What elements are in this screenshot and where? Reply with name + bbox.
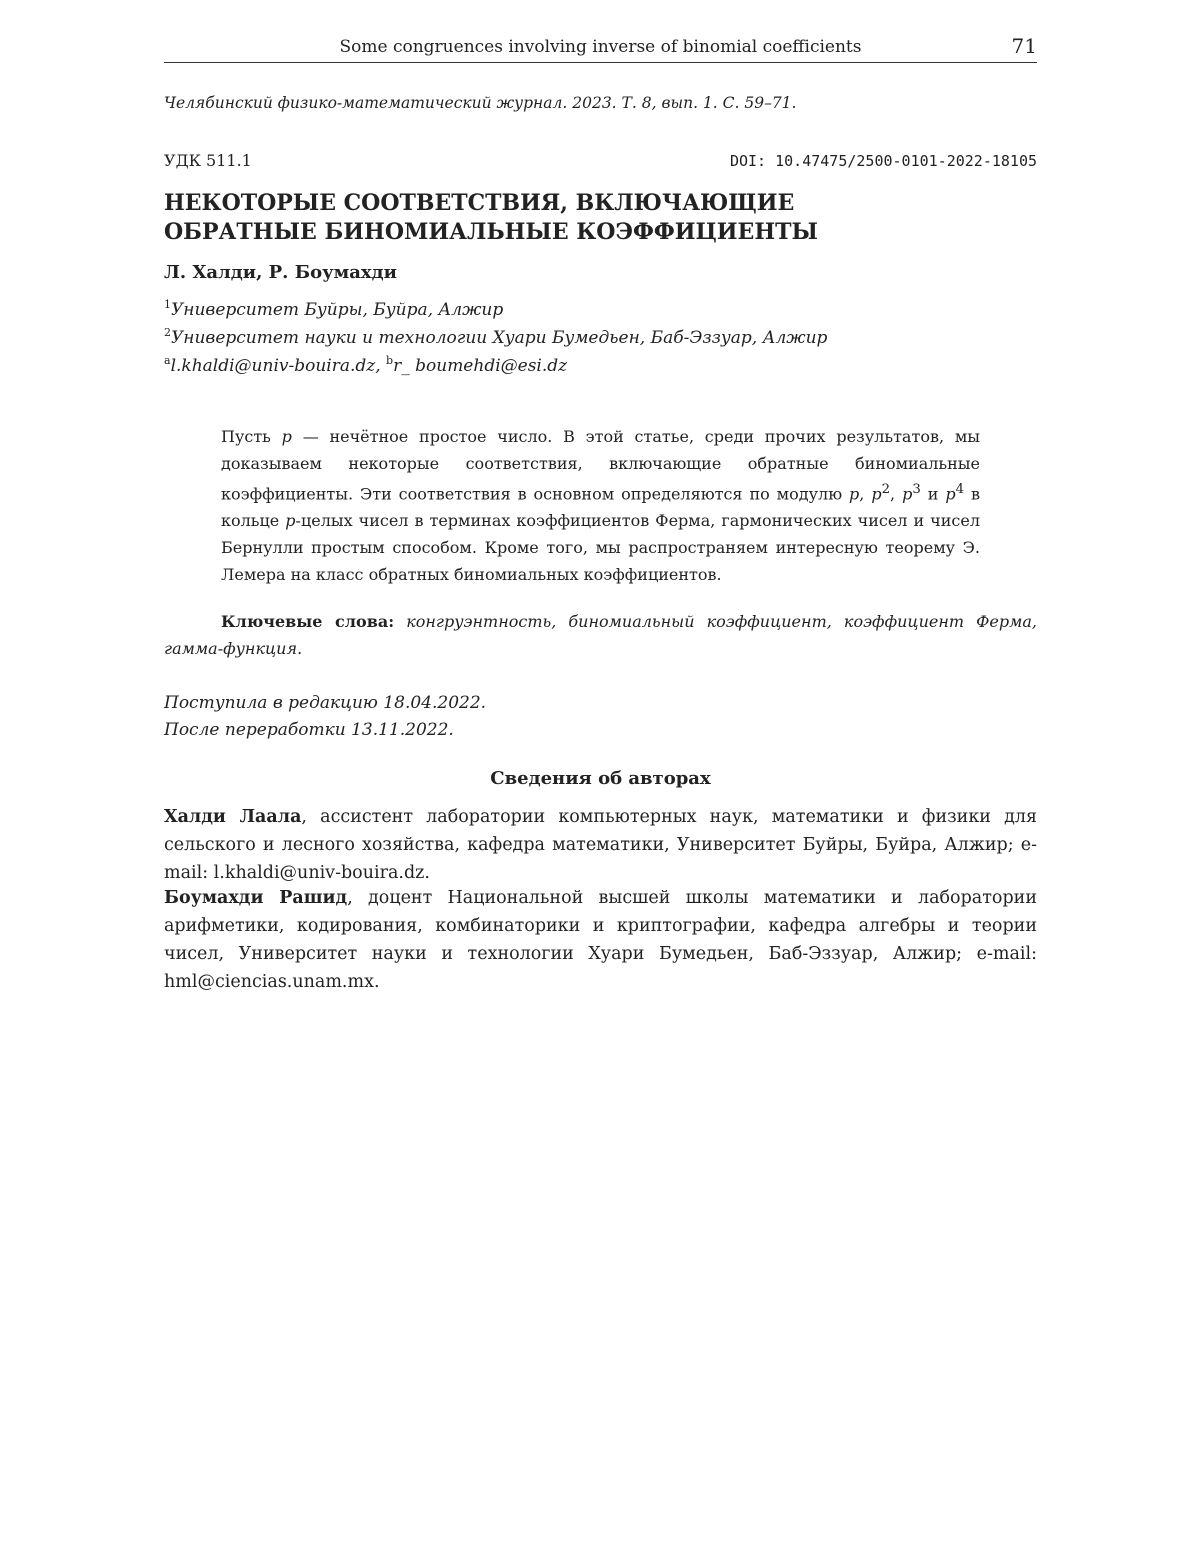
paper-title xyxy=(164,189,1044,247)
punct: , xyxy=(890,484,903,504)
author-bio xyxy=(164,803,1037,887)
bio-text: , доцент Национальной высшей школы математики и лаборатории арифметики, кодирования, комбинаторики и криптографии, кафедра алгебры и теории чисел, Университет науки и технологии Хуари Бумедьен, Баб-Эззуар, Алжир; e-mail: hml@ciencias.unam.mx. xyxy=(164,888,1037,992)
affiliation-text: Университет Буйры, Буйра, Алжир xyxy=(171,300,504,320)
bio-text: , ассистент лаборатории компьютерных наук, математики и физики для сельского и лесного хозяйства, кафедра математики, Университет Буйры, Буйра, Алжир; e-mail: l.khaldi@univ-bouira.dz. xyxy=(164,807,1038,883)
bio-name: Боумахди Рашид xyxy=(164,888,348,908)
journal-reference: Челябинский физико-математический журнал. 2023. Т. 8, вып. 1. С. 59–71. xyxy=(164,94,797,112)
math-var-p: p xyxy=(902,484,913,504)
math-var-p: p xyxy=(285,511,296,531)
running-header xyxy=(164,34,1037,63)
abstract-text: Пусть xyxy=(221,427,282,446)
udk-code: УДК 511.1 xyxy=(164,151,252,170)
math-var-p: p xyxy=(281,427,292,446)
title-line: НЕКОТОРЫЕ СООТВЕТСТВИЯ, ВКЛЮЧАЮЩИЕ xyxy=(164,190,795,216)
email-link[interactable]: r_ boumehdi@esi.dz xyxy=(393,356,568,376)
affiliation-mark: 2 xyxy=(164,326,171,339)
about-authors-heading: Сведения об авторах xyxy=(490,768,711,789)
keywords xyxy=(164,608,1037,662)
math-var-p: p xyxy=(849,484,860,504)
bio-name: Халди Лаала xyxy=(164,807,302,827)
math-var-p: p xyxy=(871,484,882,504)
submission-dates xyxy=(164,690,486,744)
author-list: Л. Халди, Р. Боумахди xyxy=(164,262,398,283)
keywords-label: Ключевые слова: xyxy=(221,612,395,631)
author-emails xyxy=(164,356,567,376)
math-var-p: p xyxy=(945,484,956,504)
math-exponent: 4 xyxy=(955,482,965,498)
doi-link[interactable]: DOI: 10.47475/2500-0101-2022-18105 xyxy=(729,152,1037,170)
math-exponent: 2 xyxy=(881,482,891,498)
author-bio xyxy=(164,884,1037,996)
abstract-text: -целых чисел в терминах коэффициентов Ферма, гармонических чисел и чисел Бернулли простым способом. Кроме того, мы распространяем интересную теорему Э. Лемера на класс обратных биномиальных коэффициентов. xyxy=(221,511,980,584)
title-line: ОБРАТНЫЕ БИНОМИАЛЬНЫЕ КОЭФФИЦИЕНТЫ xyxy=(164,219,818,245)
affiliation-1 xyxy=(164,300,503,320)
keywords-text: конгруэнтность, биномиальный коэффициент, коэффициент Ферма, гамма-функция. xyxy=(164,612,1038,658)
abstract-text: — нечётное простое число. В этой статье, среди прочих результатов, мы доказываем некоторые соответствия, включающие обратные биномиальные коэффициенты. Эти соответствия в основном определяются по модулю xyxy=(221,427,980,504)
received-date: Поступила в редакцию 18.04.2022. xyxy=(164,693,487,713)
abstract-text: в кольце xyxy=(221,484,980,531)
email-mark: b xyxy=(386,354,394,367)
running-title: Some congruences involving inverse of binomial coefficients xyxy=(339,37,862,57)
email-link[interactable]: l.khaldi@univ-bouira.dz, xyxy=(170,356,381,376)
conjunction: и xyxy=(920,484,946,504)
affiliation-mark: 1 xyxy=(164,298,171,311)
affiliation-text: Университет науки и технологии Хуари Бумедьен, Баб-Эззуар, Алжир xyxy=(171,328,828,348)
revised-date: После переработки 13.11.2022. xyxy=(164,720,454,740)
email-mark: a xyxy=(164,354,171,367)
punct: , xyxy=(859,484,872,504)
abstract xyxy=(221,424,980,589)
math-exponent: 3 xyxy=(912,482,921,498)
affiliation-2 xyxy=(164,328,827,348)
page-number: 71 xyxy=(1011,34,1037,58)
